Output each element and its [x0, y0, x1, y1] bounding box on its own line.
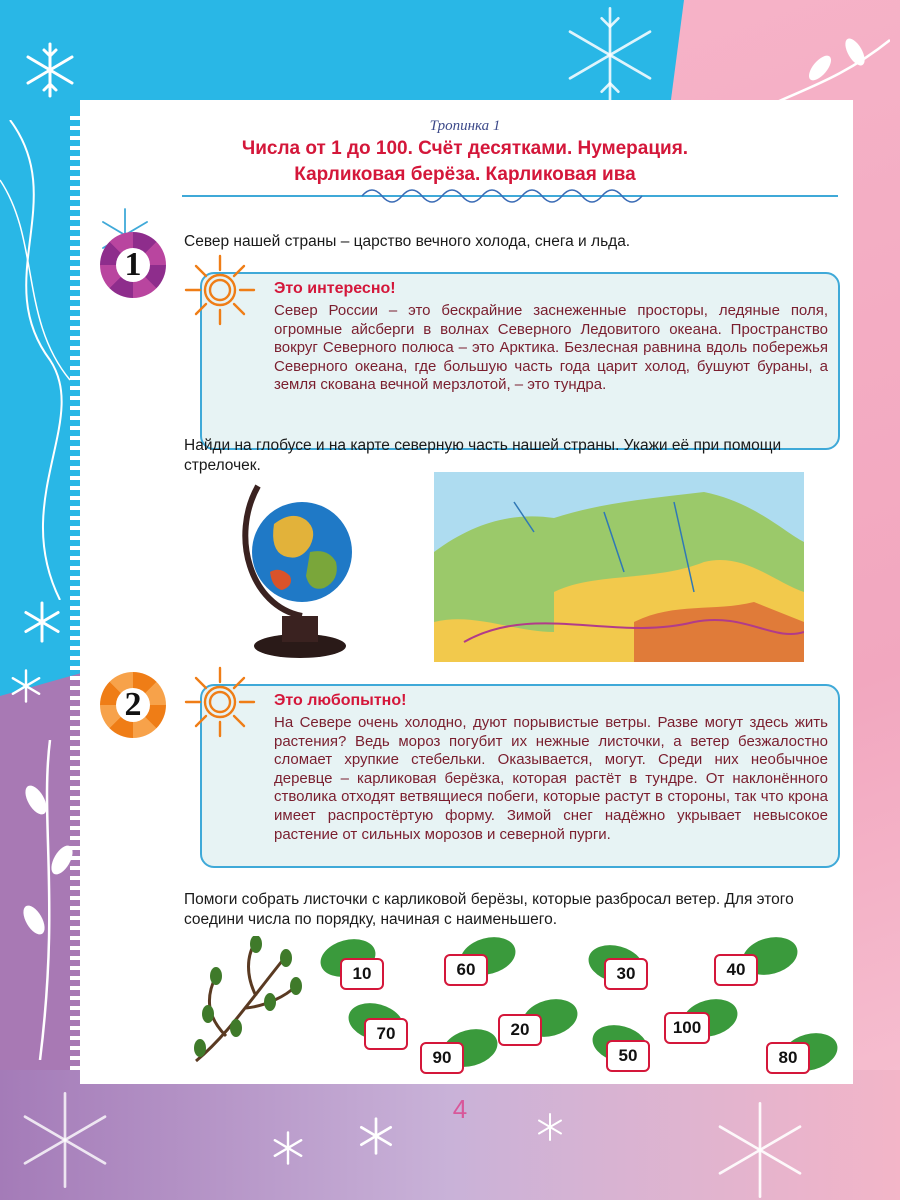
snowflake-icon	[20, 40, 80, 100]
ornament-divider	[182, 186, 838, 206]
paper-torn-edge	[70, 110, 82, 1070]
number-card-60[interactable]: 60	[444, 954, 488, 986]
page-number: 4	[452, 1094, 468, 1124]
interesting-box-title: Это интересно!	[274, 280, 396, 297]
sun-icon	[180, 662, 260, 742]
sun-icon	[180, 250, 260, 330]
number-card-90[interactable]: 90	[420, 1042, 464, 1074]
number-card-40[interactable]: 40	[714, 954, 758, 986]
snowflake-icon	[710, 1100, 810, 1200]
number-card-20[interactable]: 20	[498, 1014, 542, 1046]
branch-swirl-icon	[0, 120, 80, 600]
russia-map-image	[434, 472, 804, 662]
task-number-2: 2	[124, 686, 142, 723]
dwarf-birch-branch-image	[186, 936, 306, 1066]
task-number-badge-2	[100, 672, 166, 738]
snowflake-icon	[356, 1116, 396, 1156]
number-card-10[interactable]: 10	[340, 958, 384, 990]
curious-box-text: На Севере очень холодно, дуют порывистые ветры. Разве могут здесь жить растения? Ведь мороз погубит их нежные листочки, а ветер безжалостно сломает хрупкие стебельки. Оказывается, могут. Среди них необычное деревце – карликовая берёзка, которая растёт в тундре. От наклонённого стволика отходят ветвящиеся побеги, которые растут в стороны, так что крона имеет распростёртую форму. Зимой снег надёжно укрывает невысокое растение от сильных морозов и северной пурги.	[274, 714, 828, 843]
number-card-100[interactable]: 100	[664, 1012, 710, 1044]
task2-question: Помоги собрать листочки с карликовой берёзы, которые разбросал ветер. Для этого соедини числа по порядку, начиная с наименьшего.	[184, 891, 794, 928]
lesson-title-line2: Карликовая берёза. Карликовая ива	[294, 164, 636, 185]
number-card-50[interactable]: 50	[606, 1040, 650, 1072]
snowflake-icon	[560, 5, 660, 105]
page-header	[100, 118, 830, 187]
lesson-title-line1: Числа от 1 до 100. Счёт десятками. Нумерация.	[241, 138, 689, 159]
task-number-badge-1	[100, 232, 166, 298]
task1-intro: Север нашей страны – царство вечного холода, снега и льда.	[184, 233, 631, 250]
snowflake-icon	[270, 1130, 306, 1166]
curious-fact-box	[200, 684, 840, 868]
curious-box-title: Это любопытно!	[274, 692, 407, 709]
lesson-kicker: Тропинка 1	[429, 118, 501, 134]
task-number-1: 1	[124, 246, 142, 283]
snowflake-icon	[8, 668, 44, 704]
snowflake-icon	[15, 1090, 115, 1190]
interesting-fact-box	[200, 272, 840, 450]
snowflake-icon	[20, 600, 64, 644]
task1-question: Найди на глобусе и на карте северную часть нашей страны. Укажи её при помощи стрелочек.	[184, 437, 782, 474]
number-card-70[interactable]: 70	[364, 1018, 408, 1050]
number-card-30[interactable]: 30	[604, 958, 648, 990]
interesting-box-text: Север России – это бескрайние заснеженные просторы, ледяные поля, огромные айсберги в волнах Северного Ледовитого океана. Пространство вокруг Северного полюса – это Арктика. Безлесная равнина вдоль побережья Северного океана, где большую часть года царит холод, бушуют бураны, а земля скована вечной мерзлотой, – это тундра.	[274, 302, 828, 394]
number-card-80[interactable]: 80	[766, 1042, 810, 1074]
globe-image	[240, 476, 360, 662]
snowflake-icon	[535, 1112, 565, 1142]
